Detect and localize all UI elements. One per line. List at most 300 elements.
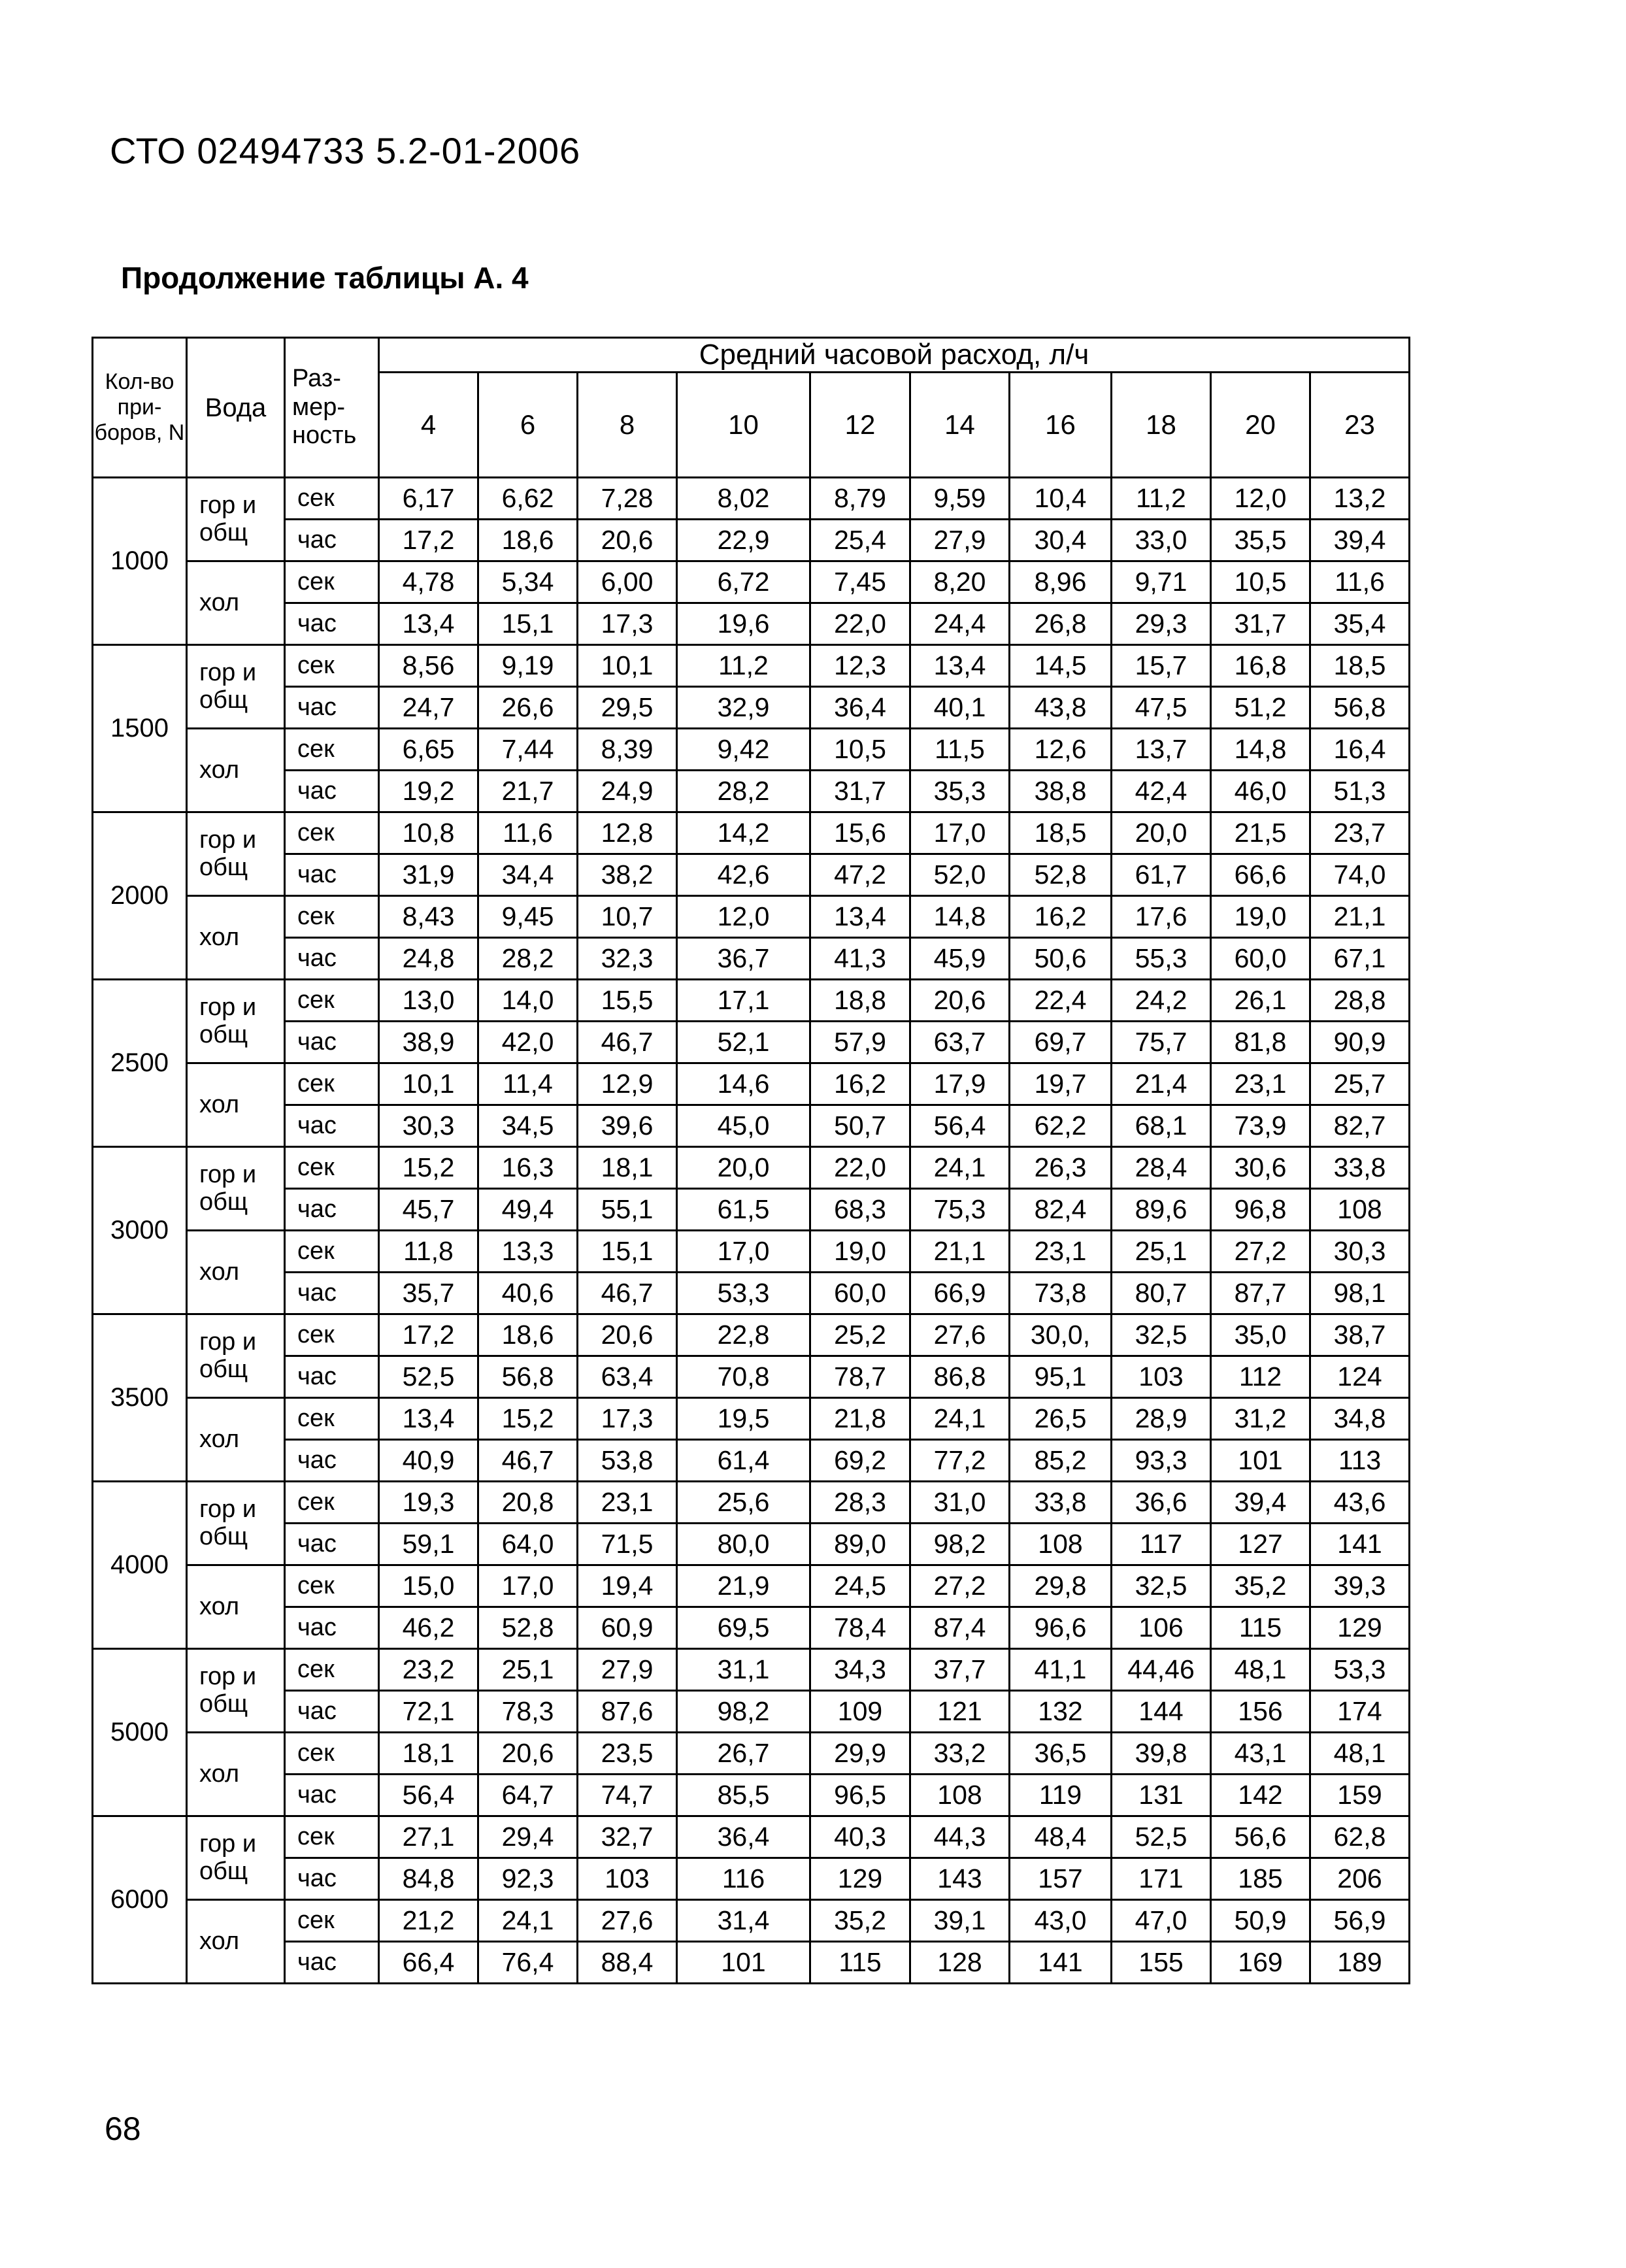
value-cell: 12,0: [1211, 478, 1310, 520]
value-cell: 101: [1211, 1440, 1310, 1482]
value-cell: 47,2: [810, 854, 910, 896]
value-cell: 124: [1310, 1356, 1410, 1398]
value-cell: 56,9: [1310, 1900, 1410, 1942]
table-row: [93, 1733, 1410, 1775]
value-cell: 68,3: [810, 1189, 910, 1231]
table-row: [93, 1022, 1410, 1063]
value-cell: 15,5: [578, 980, 677, 1022]
value-cell: 29,4: [478, 1816, 578, 1858]
value-cell: 23,1: [1010, 1231, 1112, 1273]
table-row: [93, 478, 1410, 520]
unit-cell: час: [285, 1356, 379, 1398]
value-cell: 26,1: [1211, 980, 1310, 1022]
value-cell: 46,7: [578, 1022, 677, 1063]
water-type-cell: хол: [187, 561, 285, 645]
value-cell: 18,5: [1310, 645, 1410, 687]
value-cell: 39,3: [1310, 1565, 1410, 1607]
header-average-hourly-flow: Средний часовой расход, л/ч: [379, 338, 1410, 373]
value-cell: 19,0: [1211, 896, 1310, 938]
table-row: [93, 520, 1410, 561]
value-cell: 60,9: [578, 1607, 677, 1649]
value-cell: 24,9: [578, 771, 677, 812]
value-cell: 32,5: [1112, 1565, 1211, 1607]
value-cell: 39,4: [1211, 1482, 1310, 1524]
value-cell: 33,2: [910, 1733, 1010, 1775]
value-cell: 39,4: [1310, 520, 1410, 561]
value-cell: 128: [910, 1942, 1010, 1984]
value-cell: 141: [1010, 1942, 1112, 1984]
value-cell: 27,6: [578, 1900, 677, 1942]
value-cell: 56,4: [379, 1775, 478, 1816]
water-type-cell: хол: [187, 1733, 285, 1816]
water-type-cell: хол: [187, 1398, 285, 1482]
value-cell: 19,3: [379, 1482, 478, 1524]
value-cell: 35,7: [379, 1273, 478, 1314]
value-cell: 19,6: [677, 603, 810, 645]
value-cell: 52,8: [478, 1607, 578, 1649]
water-type-cell: хол: [187, 1063, 285, 1147]
value-cell: 70,8: [677, 1356, 810, 1398]
table-row: [93, 1858, 1410, 1900]
value-cell: 17,9: [910, 1063, 1010, 1105]
value-cell: 11,4: [478, 1063, 578, 1105]
unit-cell: час: [285, 1942, 379, 1984]
value-cell: 116: [677, 1858, 810, 1900]
value-cell: 141: [1310, 1524, 1410, 1565]
value-cell: 29,5: [578, 687, 677, 729]
unit-cell: сек: [285, 1482, 379, 1524]
value-cell: 30,3: [1310, 1231, 1410, 1273]
value-cell: 39,6: [578, 1105, 677, 1147]
table-row: [93, 1565, 1410, 1607]
value-cell: 26,3: [1010, 1147, 1112, 1189]
value-cell: 31,0: [910, 1482, 1010, 1524]
device-count-cell: 2000: [93, 812, 187, 980]
value-cell: 24,4: [910, 603, 1010, 645]
value-cell: 39,8: [1112, 1733, 1211, 1775]
value-cell: 85,2: [1010, 1440, 1112, 1482]
value-cell: 35,3: [910, 771, 1010, 812]
value-cell: 10,7: [578, 896, 677, 938]
value-cell: 41,3: [810, 938, 910, 980]
value-cell: 75,3: [910, 1189, 1010, 1231]
device-count-cell: 5000: [93, 1649, 187, 1816]
value-cell: 25,2: [810, 1314, 910, 1356]
value-cell: 80,7: [1112, 1273, 1211, 1314]
value-cell: 23,5: [578, 1733, 677, 1775]
value-cell: 52,5: [1112, 1816, 1211, 1858]
value-cell: 27,2: [910, 1565, 1010, 1607]
value-cell: 13,4: [910, 645, 1010, 687]
unit-cell: сек: [285, 1649, 379, 1691]
value-cell: 28,4: [1112, 1147, 1211, 1189]
unit-cell: сек: [285, 645, 379, 687]
value-cell: 20,6: [578, 1314, 677, 1356]
device-count-cell: 1500: [93, 645, 187, 812]
value-cell: 6,65: [379, 729, 478, 771]
value-cell: 24,2: [1112, 980, 1211, 1022]
value-cell: 55,3: [1112, 938, 1211, 980]
value-cell: 14,8: [910, 896, 1010, 938]
value-cell: 76,4: [478, 1942, 578, 1984]
value-cell: 144: [1112, 1691, 1211, 1733]
value-cell: 19,0: [810, 1231, 910, 1273]
unit-cell: сек: [285, 896, 379, 938]
value-cell: 30,6: [1211, 1147, 1310, 1189]
value-cell: 41,1: [1010, 1649, 1112, 1691]
value-cell: 13,4: [379, 1398, 478, 1440]
water-type-cell: гор и общ: [187, 1482, 285, 1565]
water-type-cell: гор и общ: [187, 645, 285, 729]
header-flow: 20: [1211, 373, 1310, 478]
value-cell: 89,0: [810, 1524, 910, 1565]
value-cell: 13,0: [379, 980, 478, 1022]
unit-cell: сек: [285, 1398, 379, 1440]
header-flow: 4: [379, 373, 478, 478]
value-cell: 52,1: [677, 1022, 810, 1063]
value-cell: 10,5: [810, 729, 910, 771]
water-type-cell: хол: [187, 729, 285, 812]
value-cell: 36,5: [1010, 1733, 1112, 1775]
value-cell: 21,5: [1211, 812, 1310, 854]
water-type-cell: гор и общ: [187, 812, 285, 896]
unit-cell: час: [285, 938, 379, 980]
value-cell: 17,6: [1112, 896, 1211, 938]
value-cell: 22,8: [677, 1314, 810, 1356]
table-row: [93, 980, 1410, 1022]
value-cell: 26,8: [1010, 603, 1112, 645]
value-cell: 143: [910, 1858, 1010, 1900]
table-row: [93, 1649, 1410, 1691]
value-cell: 129: [810, 1858, 910, 1900]
value-cell: 18,8: [810, 980, 910, 1022]
value-cell: 78,4: [810, 1607, 910, 1649]
value-cell: 174: [1310, 1691, 1410, 1733]
value-cell: 11,6: [478, 812, 578, 854]
value-cell: 96,8: [1211, 1189, 1310, 1231]
unit-cell: сек: [285, 478, 379, 520]
value-cell: 15,6: [810, 812, 910, 854]
value-cell: 44,46: [1112, 1649, 1211, 1691]
value-cell: 115: [1211, 1607, 1310, 1649]
value-cell: 16,4: [1310, 729, 1410, 771]
value-cell: 8,96: [1010, 561, 1112, 603]
value-cell: 29,9: [810, 1733, 910, 1775]
unit-cell: час: [285, 1524, 379, 1565]
value-cell: 86,8: [910, 1356, 1010, 1398]
value-cell: 98,2: [910, 1524, 1010, 1565]
value-cell: 35,0: [1211, 1314, 1310, 1356]
water-type-cell: хол: [187, 1565, 285, 1649]
unit-cell: час: [285, 1440, 379, 1482]
value-cell: 25,7: [1310, 1063, 1410, 1105]
value-cell: 15,2: [379, 1147, 478, 1189]
value-cell: 52,5: [379, 1356, 478, 1398]
value-cell: 88,4: [578, 1942, 677, 1984]
value-cell: 32,5: [1112, 1314, 1211, 1356]
value-cell: 26,6: [478, 687, 578, 729]
table-row: [93, 729, 1410, 771]
value-cell: 57,9: [810, 1022, 910, 1063]
value-cell: 43,8: [1010, 687, 1112, 729]
value-cell: 13,4: [379, 603, 478, 645]
value-cell: 15,0: [379, 1565, 478, 1607]
value-cell: 85,5: [677, 1775, 810, 1816]
water-type-cell: гор и общ: [187, 478, 285, 561]
table-row: [93, 1063, 1410, 1105]
value-cell: 15,7: [1112, 645, 1211, 687]
value-cell: 119: [1010, 1775, 1112, 1816]
value-cell: 48,1: [1211, 1649, 1310, 1691]
value-cell: 108: [910, 1775, 1010, 1816]
value-cell: 98,2: [677, 1691, 810, 1733]
unit-cell: сек: [285, 729, 379, 771]
value-cell: 56,8: [1310, 687, 1410, 729]
value-cell: 51,3: [1310, 771, 1410, 812]
value-cell: 28,2: [677, 771, 810, 812]
value-cell: 27,9: [578, 1649, 677, 1691]
device-count-cell: 4000: [93, 1482, 187, 1649]
unit-cell: сек: [285, 1816, 379, 1858]
table-row: [93, 1900, 1410, 1942]
table-row: [93, 771, 1410, 812]
table-row: [93, 896, 1410, 938]
value-cell: 23,7: [1310, 812, 1410, 854]
value-cell: 27,6: [910, 1314, 1010, 1356]
value-cell: 59,1: [379, 1524, 478, 1565]
value-cell: 13,2: [1310, 478, 1410, 520]
value-cell: 117: [1112, 1524, 1211, 1565]
unit-cell: сек: [285, 1231, 379, 1273]
value-cell: 6,72: [677, 561, 810, 603]
value-cell: 50,6: [1010, 938, 1112, 980]
header-flow: 8: [578, 373, 677, 478]
value-cell: 46,7: [478, 1440, 578, 1482]
value-cell: 8,56: [379, 645, 478, 687]
value-cell: 11,2: [677, 645, 810, 687]
value-cell: 43,0: [1010, 1900, 1112, 1942]
value-cell: 17,0: [910, 812, 1010, 854]
value-cell: 53,3: [1310, 1649, 1410, 1691]
value-cell: 43,1: [1211, 1733, 1310, 1775]
table-row: [93, 812, 1410, 854]
water-type-cell: гор и общ: [187, 1649, 285, 1733]
value-cell: 74,0: [1310, 854, 1410, 896]
value-cell: 20,8: [478, 1482, 578, 1524]
value-cell: 108: [1010, 1524, 1112, 1565]
value-cell: 75,7: [1112, 1022, 1211, 1063]
value-cell: 27,9: [910, 520, 1010, 561]
value-cell: 17,0: [677, 1231, 810, 1273]
value-cell: 49,4: [478, 1189, 578, 1231]
value-cell: 32,3: [578, 938, 677, 980]
header-flow: 18: [1112, 373, 1211, 478]
table-row: [93, 561, 1410, 603]
value-cell: 156: [1211, 1691, 1310, 1733]
value-cell: 64,0: [478, 1524, 578, 1565]
value-cell: 17,1: [677, 980, 810, 1022]
value-cell: 36,4: [677, 1816, 810, 1858]
value-cell: 12,3: [810, 645, 910, 687]
value-cell: 21,1: [1310, 896, 1410, 938]
value-cell: 71,5: [578, 1524, 677, 1565]
table-row: [93, 1440, 1410, 1482]
value-cell: 56,8: [478, 1356, 578, 1398]
value-cell: 55,1: [578, 1189, 677, 1231]
table-row: [93, 854, 1410, 896]
value-cell: 6,62: [478, 478, 578, 520]
device-count-cell: 2500: [93, 980, 187, 1147]
value-cell: 27,1: [379, 1816, 478, 1858]
unit-cell: час: [285, 687, 379, 729]
value-cell: 11,8: [379, 1231, 478, 1273]
unit-cell: сек: [285, 1147, 379, 1189]
value-cell: 13,3: [478, 1231, 578, 1273]
value-cell: 87,7: [1211, 1273, 1310, 1314]
value-cell: 63,7: [910, 1022, 1010, 1063]
table-row: [93, 1356, 1410, 1398]
value-cell: 31,7: [1211, 603, 1310, 645]
value-cell: 78,3: [478, 1691, 578, 1733]
value-cell: 22,4: [1010, 980, 1112, 1022]
value-cell: 73,9: [1211, 1105, 1310, 1147]
value-cell: 16,2: [1010, 896, 1112, 938]
value-cell: 29,8: [1010, 1565, 1112, 1607]
value-cell: 15,1: [578, 1231, 677, 1273]
value-cell: 21,4: [1112, 1063, 1211, 1105]
value-cell: 15,1: [478, 603, 578, 645]
value-cell: 23,2: [379, 1649, 478, 1691]
value-cell: 66,6: [1211, 854, 1310, 896]
unit-cell: сек: [285, 980, 379, 1022]
value-cell: 26,5: [1010, 1398, 1112, 1440]
value-cell: 45,9: [910, 938, 1010, 980]
value-cell: 66,9: [910, 1273, 1010, 1314]
value-cell: 101: [677, 1942, 810, 1984]
value-cell: 35,2: [1211, 1565, 1310, 1607]
value-cell: 113: [1310, 1440, 1410, 1482]
value-cell: 16,8: [1211, 645, 1310, 687]
value-cell: 28,8: [1310, 980, 1410, 1022]
unit-cell: час: [285, 1105, 379, 1147]
value-cell: 127: [1211, 1524, 1310, 1565]
unit-cell: сек: [285, 1314, 379, 1356]
value-cell: 40,9: [379, 1440, 478, 1482]
value-cell: 103: [1112, 1356, 1211, 1398]
value-cell: 20,6: [910, 980, 1010, 1022]
value-cell: 189: [1310, 1942, 1410, 1984]
value-cell: 82,4: [1010, 1189, 1112, 1231]
value-cell: 90,9: [1310, 1022, 1410, 1063]
device-count-cell: 3500: [93, 1314, 187, 1482]
value-cell: 15,2: [478, 1398, 578, 1440]
unit-cell: час: [285, 854, 379, 896]
value-cell: 20,0: [1112, 812, 1211, 854]
unit-cell: час: [285, 1691, 379, 1733]
value-cell: 21,2: [379, 1900, 478, 1942]
value-cell: 7,45: [810, 561, 910, 603]
value-cell: 87,4: [910, 1607, 1010, 1649]
value-cell: 14,8: [1211, 729, 1310, 771]
value-cell: 29,3: [1112, 603, 1211, 645]
value-cell: 6,00: [578, 561, 677, 603]
value-cell: 64,7: [478, 1775, 578, 1816]
unit-cell: час: [285, 771, 379, 812]
value-cell: 38,7: [1310, 1314, 1410, 1356]
value-cell: 11,6: [1310, 561, 1410, 603]
unit-cell: час: [285, 1273, 379, 1314]
value-cell: 52,0: [910, 854, 1010, 896]
value-cell: 31,1: [677, 1649, 810, 1691]
table-row: [93, 1398, 1410, 1440]
value-cell: 8,20: [910, 561, 1010, 603]
unit-cell: час: [285, 603, 379, 645]
value-cell: 22,0: [810, 1147, 910, 1189]
value-cell: 52,8: [1010, 854, 1112, 896]
value-cell: 51,2: [1211, 687, 1310, 729]
value-cell: 96,6: [1010, 1607, 1112, 1649]
value-cell: 42,4: [1112, 771, 1211, 812]
value-cell: 131: [1112, 1775, 1211, 1816]
value-cell: 36,6: [1112, 1482, 1211, 1524]
water-type-cell: хол: [187, 1231, 285, 1314]
value-cell: 115: [810, 1942, 910, 1984]
value-cell: 69,7: [1010, 1022, 1112, 1063]
value-cell: 8,39: [578, 729, 677, 771]
value-cell: 16,2: [810, 1063, 910, 1105]
value-cell: 47,0: [1112, 1900, 1211, 1942]
value-cell: 109: [810, 1691, 910, 1733]
value-cell: 8,02: [677, 478, 810, 520]
device-count-cell: 3000: [93, 1147, 187, 1314]
value-cell: 25,1: [478, 1649, 578, 1691]
value-cell: 7,44: [478, 729, 578, 771]
value-cell: 9,42: [677, 729, 810, 771]
value-cell: 19,2: [379, 771, 478, 812]
value-cell: 20,6: [578, 520, 677, 561]
table-row: [93, 1189, 1410, 1231]
value-cell: 106: [1112, 1607, 1211, 1649]
value-cell: 61,5: [677, 1189, 810, 1231]
device-count-cell: 1000: [93, 478, 187, 645]
value-cell: 24,7: [379, 687, 478, 729]
header-flow: 14: [910, 373, 1010, 478]
value-cell: 48,4: [1010, 1816, 1112, 1858]
value-cell: 19,7: [1010, 1063, 1112, 1105]
value-cell: 13,4: [810, 896, 910, 938]
table-row: [93, 1147, 1410, 1189]
value-cell: 80,0: [677, 1524, 810, 1565]
value-cell: 43,6: [1310, 1482, 1410, 1524]
value-cell: 11,2: [1112, 478, 1211, 520]
table-title: Продолжение таблицы А. 4: [121, 261, 529, 295]
header-flow: 6: [478, 373, 578, 478]
table-row: [93, 645, 1410, 687]
value-cell: 32,7: [578, 1816, 677, 1858]
value-cell: 10,4: [1010, 478, 1112, 520]
value-cell: 10,1: [379, 1063, 478, 1105]
value-cell: 93,3: [1112, 1440, 1211, 1482]
value-cell: 60,0: [810, 1273, 910, 1314]
value-cell: 69,5: [677, 1607, 810, 1649]
value-cell: 17,3: [578, 603, 677, 645]
unit-cell: сек: [285, 812, 379, 854]
value-cell: 14,5: [1010, 645, 1112, 687]
value-cell: 9,59: [910, 478, 1010, 520]
value-cell: 81,8: [1211, 1022, 1310, 1063]
value-cell: 63,4: [578, 1356, 677, 1398]
value-cell: 14,2: [677, 812, 810, 854]
